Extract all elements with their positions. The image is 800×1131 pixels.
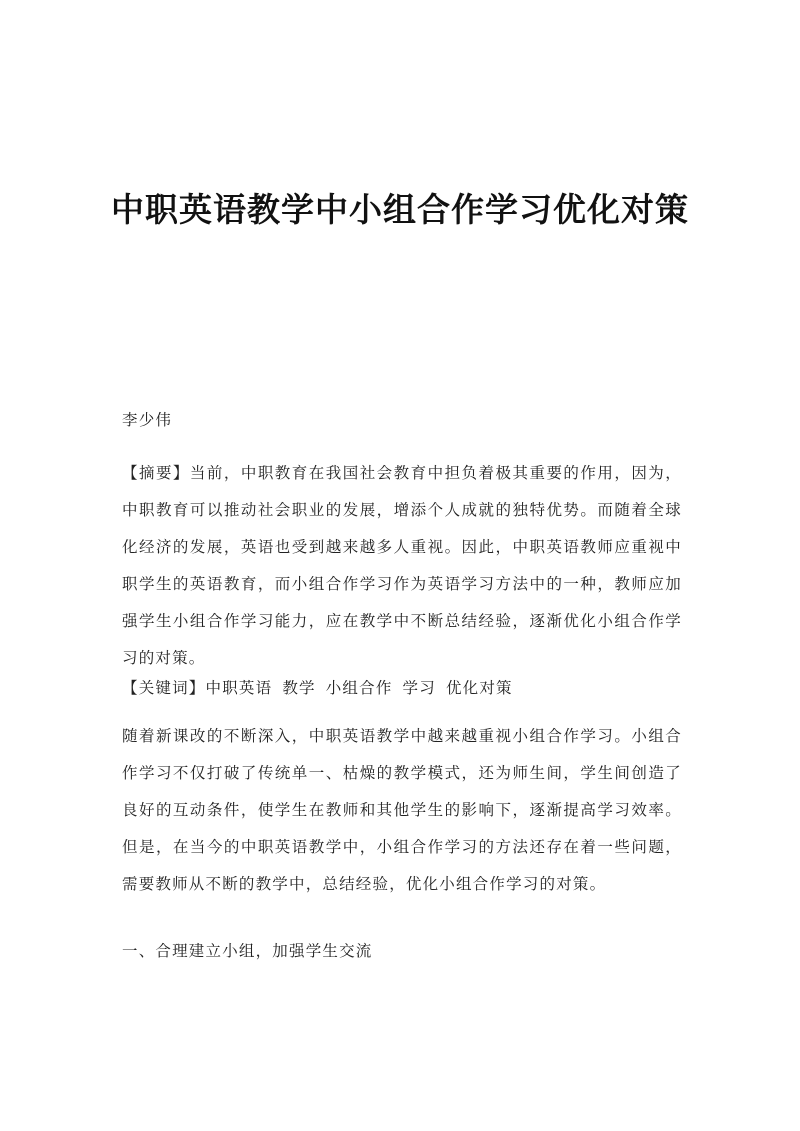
document-title: 中职英语教学中小组合作学习优化对策 <box>111 190 689 229</box>
keywords-label: 【关键词】 <box>122 679 206 697</box>
abstract-label: 【摘要】 <box>122 464 190 482</box>
keyword: 小组合作 <box>325 679 393 697</box>
keyword: 学习 <box>402 679 436 697</box>
intro-paragraph: 随着新课改的不断深入，中职英语教学中越来越重视小组合作学习。小组合作学习不仅打破了传统单一、枯燥的教学模式，还为师生间，学生间创造了良好的互动条件，使学生在教师和其他学生的影响下，逐渐提高学习效率。但是，在当今的中职英语教学中，小组合作学习的方法还存在着一些问题，需要教师从不断的教学中，总结经验，优化小组合作学习的对策。 <box>122 727 682 893</box>
keywords-line <box>122 670 682 707</box>
abstract-paragraph <box>122 455 682 677</box>
abstract-text: 当前，中职教育在我国社会教育中担负着极其重要的作用，因为，中职教育可以推动社会职业的发展，增添个人成就的独特优势。而随着全球化经济的发展，英语也受到越来越多人重视。因此，中职英语教师应重视中职学生的英语教育，而小组合作学习作为英语学习方法中的一种，教师应加强学生小组合作学习能力，应在教学中不断总结经验，逐渐优化小组合作学习的对策。 <box>122 464 682 667</box>
author-name: 李少伟 <box>122 411 173 429</box>
keyword: 教学 <box>282 679 316 697</box>
keyword: 中职英语 <box>205 679 273 697</box>
section-heading: 一、合理建立小组，加强学生交流 <box>122 942 373 960</box>
keyword: 优化对策 <box>445 679 513 697</box>
